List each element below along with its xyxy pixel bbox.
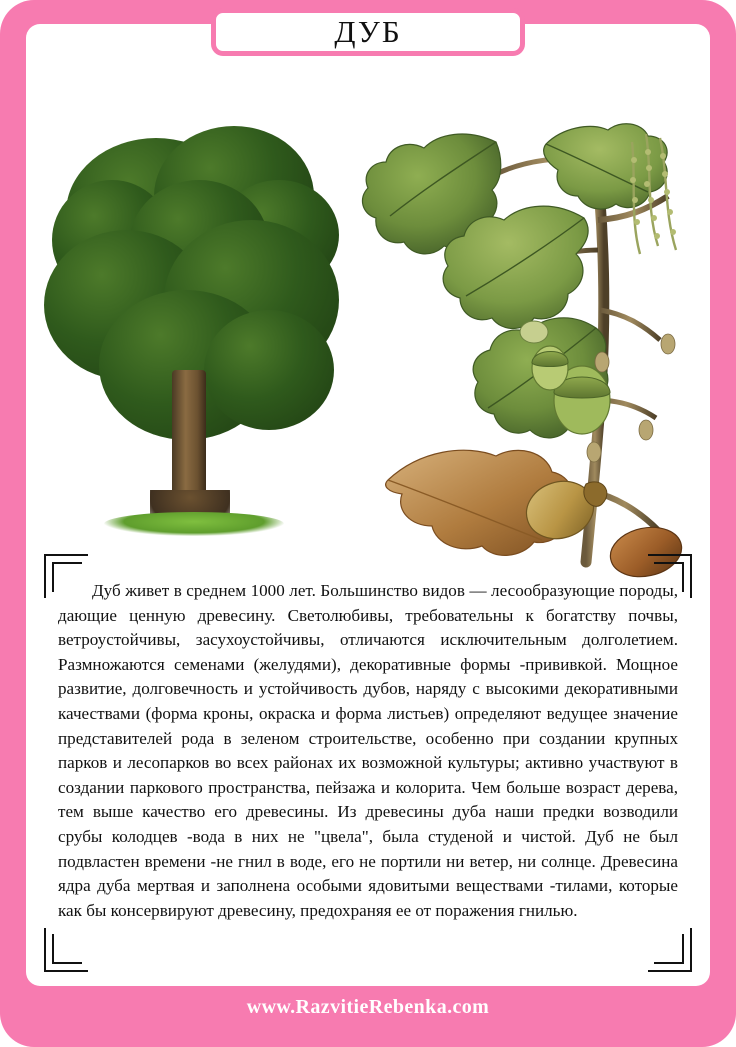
botanical-svg <box>346 100 701 580</box>
illustration-area <box>26 60 710 560</box>
grass-patch <box>104 512 284 536</box>
article-body-text: Дуб живет в среднем 1000 лет. Большинство видов — лесообразующие породы, дающие ценную древесину. Светолюбивы, требовательны к богатству почвы, ветроустойчивы, засухоустойчивы, отличаются исключительным долголетием. Размножаются семенами (желудями), декоративные формы -прививкой. Мощное развитие, долговечность и устойчивость дубов, наряду с высокими декоративными качествами (форма кроны, окраска и форма листьев) определяют ведущее значение представителей рода в зеленом строительстве, особенно при создании крупных парков и лесопарков во всех районах их возможной культуры; активно участвуют в создании паркового пространства, пейзажа и колорита. Чем больше возраст дерева, тем выше качество его древесины. Из древесины дуба наши предки возводили срубы колодцев -вода в них не "цвела", была студеной и чистой. Дуб не был подвластен времени -не гнил в воде, его не портили ни ветер, ни солнце. Древесина ядра дуба мертвая и заполнена особыми ядовитыми веществами -тилами, которые как бы консервируют древесину, предохраняя ее от поражения гнилью. <box>58 581 678 920</box>
article-textbox <box>44 554 692 972</box>
acorn-cap <box>520 321 548 343</box>
poster-page <box>26 24 710 986</box>
oak-tree-illustration <box>44 120 344 580</box>
poster-title-plate <box>211 8 525 56</box>
footer <box>0 996 736 1019</box>
tree-canopy-lobe <box>204 310 334 430</box>
oak-botanical-illustration <box>346 100 701 580</box>
acorn-green <box>532 346 568 390</box>
site-url[interactable]: www.RazvitieRebenka.com <box>246 996 490 1018</box>
page-title: ДУБ <box>334 14 402 49</box>
